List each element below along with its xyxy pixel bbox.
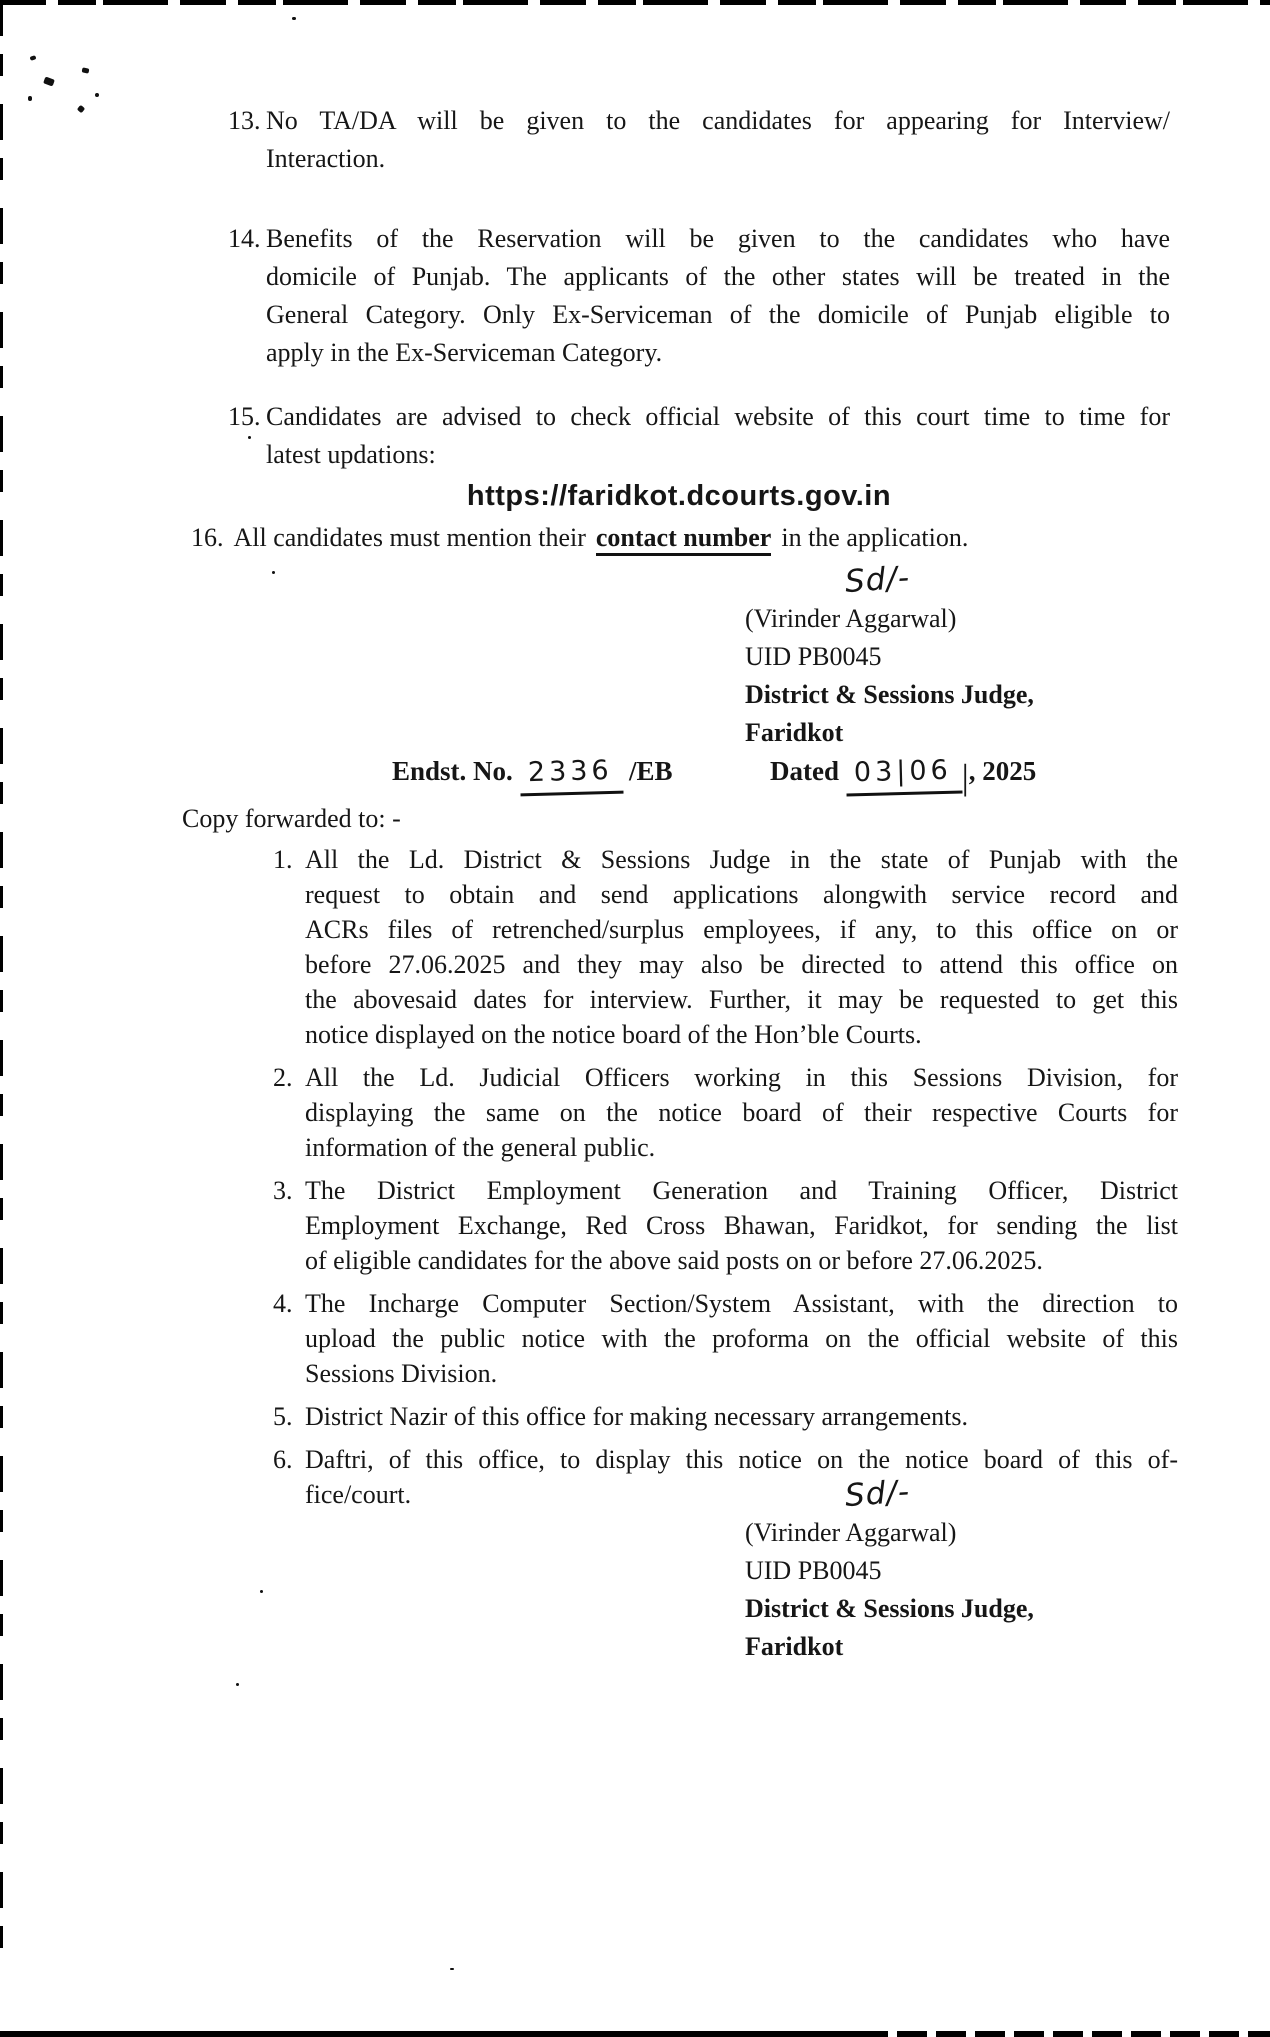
signatory-title: District & Sessions Judge, <box>745 1594 1034 1623</box>
copy-item-3-number: 3. <box>273 1176 293 1205</box>
scan-edge-bottom <box>0 2031 1270 2037</box>
ink-speck <box>77 105 85 113</box>
text-line: General Category. Only Ex-Serviceman of the domicile of Punjab eligible to <box>266 300 1170 329</box>
endst-year: , 2025 <box>968 756 1037 786</box>
ink-speck <box>82 67 90 73</box>
paragraph-13 <box>228 102 1170 178</box>
text-segment: All candidates must mention their <box>233 523 586 552</box>
text-line: domicile of Punjab. The applicants of the other states will be treated in the <box>266 262 1170 291</box>
text-line: latest updations: <box>266 440 436 469</box>
signatory-title: District & Sessions Judge, <box>745 680 1034 709</box>
contact-number-emphasis: contact number <box>596 523 771 556</box>
endorsement-row <box>228 752 1170 798</box>
text-segment: in the application. <box>781 523 969 552</box>
copy-item-2-number: 2. <box>273 1063 293 1092</box>
copy-item-1 <box>273 842 1178 1052</box>
court-website-url: https://faridkot.dcourts.gov.in <box>466 480 892 512</box>
paragraph-15-number: 15. <box>228 402 261 431</box>
text-line: ACRs files of retrenched/surplus employees, if any, to this office on or <box>305 915 1178 944</box>
copy-item-2 <box>273 1060 1178 1165</box>
endst-date-handwritten: 03|06 <box>845 751 962 796</box>
signatory-place: Faridkot <box>745 1632 844 1661</box>
copy-item-5-number: 5. <box>273 1402 293 1431</box>
text-line: All the Ld. District & Sessions Judge in the state of Punjab with the <box>305 845 1178 874</box>
text-line: Interaction. <box>266 144 386 173</box>
signatory-uid: UID PB0045 <box>745 642 882 671</box>
text-line: upload the public notice with the proforma on the official website of this <box>305 1324 1178 1353</box>
signature-block-2 <box>745 1472 1170 1666</box>
text-line: Benefits of the Reservation will be given to the candidates who have <box>266 224 1170 253</box>
copy-item-5 <box>273 1399 1178 1434</box>
text-line: District Nazir of this office for making necessary arrangements. <box>305 1402 968 1431</box>
copy-item-1-number: 1. <box>273 845 293 874</box>
signatory-name: (Virinder Aggarwal) <box>745 1518 957 1547</box>
text-line: before 27.06.2025 and they may also be directed to attend this office on <box>305 950 1178 979</box>
text-line: The Incharge Computer Section/System Assistant, with the direction to <box>305 1289 1178 1318</box>
paragraph-16 <box>191 518 1170 558</box>
endst-label: Endst. No. <box>392 756 513 786</box>
dated-label: Dated <box>770 756 839 786</box>
paragraph-13-number: 13. <box>228 106 261 135</box>
ink-speck <box>43 77 55 87</box>
signatory-place: Faridkot <box>745 718 844 747</box>
scan-edge-left <box>0 0 3 1970</box>
signature-block-1 <box>745 558 1170 752</box>
endst-date-group <box>770 752 1036 795</box>
sd-handwritten-mark: Sd/- <box>843 559 912 601</box>
endst-number-group <box>392 752 673 795</box>
endst-number-handwritten: 2336 <box>519 752 623 797</box>
text-line: All the Ld. Judicial Officers working in this Sessions Division, for <box>305 1063 1178 1092</box>
text-line: Daftri, of this office, to display this notice on the notice board of this of- <box>305 1445 1178 1474</box>
text-line: Sessions Division. <box>305 1359 498 1388</box>
notice-body <box>182 0 1178 1666</box>
paragraph-14 <box>228 220 1170 372</box>
text-line: of eligible candidates for the above said posts on or before 27.06.2025. <box>305 1246 1043 1275</box>
text-line: information of the general public. <box>305 1133 656 1162</box>
paragraph-15 <box>228 398 1170 474</box>
sd-handwritten-mark: Sd/- <box>843 1473 912 1515</box>
copy-item-6-number: 6. <box>273 1445 293 1474</box>
text-line: notice displayed on the notice board of the Hon’ble Courts. <box>305 1020 922 1049</box>
text-line: Employment Exchange, Red Cross Bhawan, Faridkot, for sending the list <box>305 1211 1178 1240</box>
paragraph-14-number: 14. <box>228 224 261 253</box>
copy-item-4-number: 4. <box>273 1289 293 1318</box>
paragraph-16-number: 16. <box>191 523 224 552</box>
text-line: the abovesaid dates for interview. Further, it may be requested to get this <box>305 985 1178 1014</box>
copy-list <box>273 842 1178 1512</box>
signatory-name: (Virinder Aggarwal) <box>745 604 957 633</box>
ink-speck <box>236 1683 239 1686</box>
endst-suffix: /EB <box>629 756 673 786</box>
copy-item-3 <box>273 1173 1178 1278</box>
ink-speck <box>30 55 37 61</box>
ink-speck <box>28 96 32 101</box>
ink-speck <box>95 93 99 97</box>
copy-forwarded-heading: Copy forwarded to: - <box>182 804 401 833</box>
ink-speck <box>450 1968 454 1970</box>
text-line: fice/court. <box>305 1480 412 1509</box>
text-line: apply in the Ex-Serviceman Category. <box>266 338 663 367</box>
text-line: displaying the same on the notice board of their respective Courts for <box>305 1098 1178 1127</box>
text-line: No TA/DA will be given to the candidates for appearing for Interview/ <box>266 106 1170 135</box>
copy-item-4 <box>273 1286 1178 1391</box>
text-line: Candidates are advised to check official website of this court time to time for <box>266 402 1170 431</box>
signatory-uid: UID PB0045 <box>745 1556 882 1585</box>
endst-date-bar: | <box>961 757 969 797</box>
text-line: request to obtain and send applications alongwith service record and <box>305 880 1178 909</box>
text-line: The District Employment Generation and Training Officer, District <box>305 1176 1178 1205</box>
